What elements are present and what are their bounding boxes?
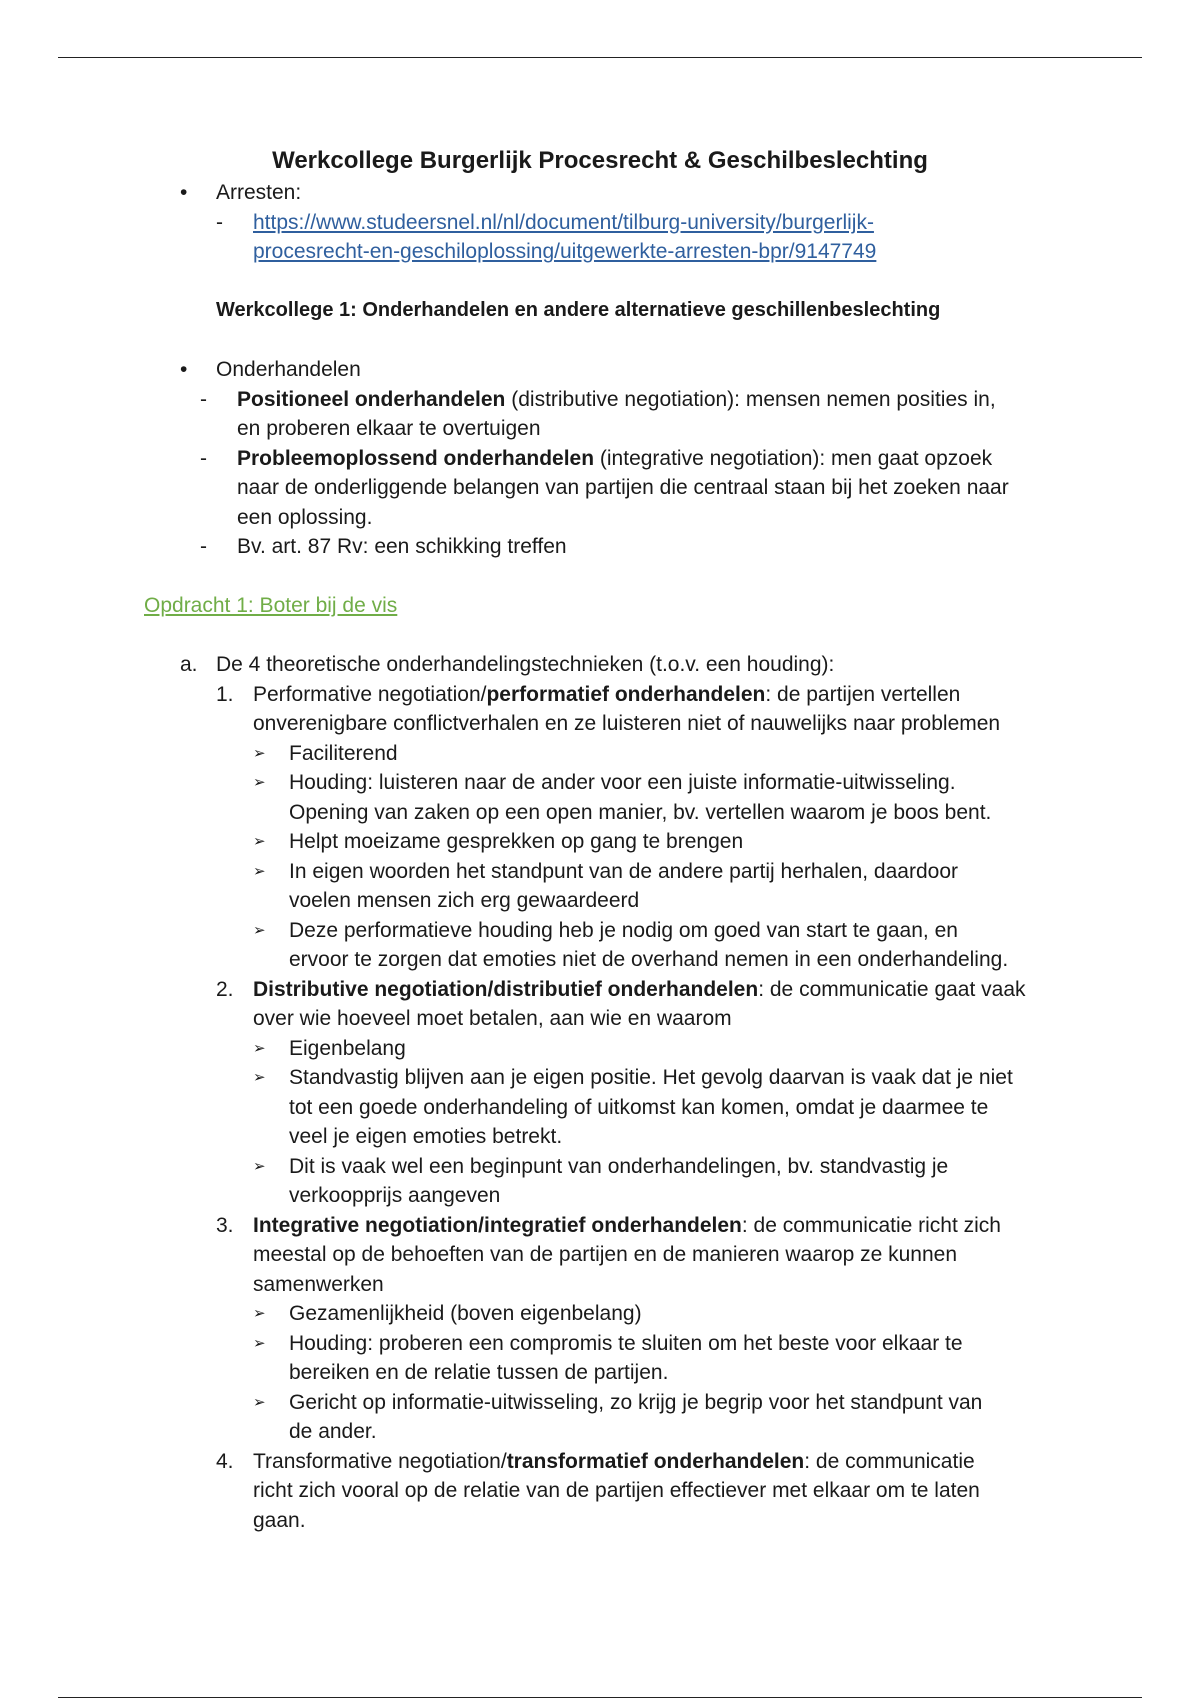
arrow-bullet-icon: ➢ [253,1393,266,1411]
bullet-item [0,827,1200,857]
text: Houding: luisteren naar de ander voor een juiste informatie-uitwisseling. [289,771,956,794]
question-a [0,650,1200,680]
arrow-bullet-icon: ➢ [253,1039,266,1057]
term: Probleemoplossend onderhandelen [237,446,595,470]
question-text: De 4 theoretische onderhandelingstechnieken (t.o.v. een houding): [216,653,835,676]
text: Eigenbelang [289,1036,406,1060]
dash-glyph: - [200,535,207,558]
arrow-bullet-icon: ➢ [253,1305,266,1322]
text: bereiken en de relatie tussen de partijen. [289,1361,669,1384]
term: Integrative negotiation/integratief onderhandelen [253,1213,742,1237]
arrow-bullet-icon: ➢ [253,744,266,762]
header-rule [58,57,1142,58]
werkcollege-1-heading: Werkcollege 1: Onderhandelen en andere alternatieve geschillenbeslechting [216,298,941,321]
text: richt zich vooral op de relatie van de partijen effectiever met elkaar om te laten [253,1479,980,1502]
arrow-bullet-icon: ➢ [253,1157,266,1175]
technique-item [0,680,1200,739]
text: (distributive negotiation): mensen nemen posities in, [505,387,996,411]
text: onverenigbare conflictverhalen en ze luisteren niet of nauwelijks naar problemen [253,712,1001,735]
bullet-item [0,1152,1200,1211]
bullet-item [0,1329,1200,1388]
bullet-item [0,1388,1200,1447]
arresten-link-line-2[interactable]: procesrecht-en-geschiloplossing/uitgewerkte-arresten-bpr/9147749 [253,240,877,263]
text: en proberen elkaar te overtuigen [237,417,541,440]
text: : de communicatie gaat vaak [758,977,1026,1001]
dash-glyph: - [200,387,207,411]
onderhandelen-subitem [0,444,1200,533]
term: performatief onderhandelen [486,682,766,706]
bullet-glyph: • [180,181,188,204]
footer-rule [58,1697,1142,1698]
list-number: 4. [216,1449,234,1473]
document-page [0,144,1200,1535]
onderhandelen-subitem [0,532,1200,562]
term: transformatief onderhandelen [506,1449,805,1473]
arresten-item [0,178,1200,208]
text: voelen mensen zich erg gewaardeerd [289,889,640,912]
text: Gezamenlijkheid (boven eigenbelang) [289,1302,642,1325]
text: over wie hoeveel moet betalen, aan wie en waarom [253,1007,732,1030]
text: Dit is vaak wel een beginpunt van onderhandelingen, bv. standvastig je [289,1154,949,1178]
text: Houding: proberen een compromis te sluiten om het beste voor elkaar te [289,1331,963,1355]
dash-glyph: - [200,446,207,470]
text: een oplossing. [237,505,373,529]
text: naar de onderliggende belangen van partijen die centraal staan bij het zoeken naar [237,476,1009,499]
onderhandelen-label: Onderhandelen [216,358,361,381]
text: gaan. [253,1508,306,1532]
text: ervoor te zorgen dat emoties niet de overhand nemen in een onderhandeling. [289,948,1009,971]
arresten-link[interactable] [0,208,1200,267]
arrow-bullet-icon: ➢ [253,1069,266,1086]
text: (integrative negotiation): men gaat opzoek [594,446,993,470]
arrow-bullet-icon: ➢ [253,833,266,850]
list-number: 2. [216,977,234,1001]
text: In eigen woorden het standpunt van de andere partij herhalen, daardoor [289,859,958,883]
text: Helpt moeizame gesprekken op gang te brengen [289,830,744,853]
text: Bv. art. 87 Rv: een schikking treffen [237,535,567,558]
term: Distributive negotiation/distributief onderhandelen [253,977,759,1001]
text: Opening van zaken op een open manier, bv. vertellen waarom je boos bent. [289,800,992,824]
text: meestal op de behoeften van de partijen en de manieren waarop ze kunnen [253,1243,957,1266]
text: : de communicatie [804,1449,975,1473]
bullet-item [0,857,1200,916]
arrow-bullet-icon: ➢ [253,1334,266,1352]
text: tot een goede onderhandeling of uitkomst kan komen, omdat je daarmee te [289,1095,989,1119]
text: samenwerken [253,1272,384,1296]
technique-item [0,1447,1200,1536]
term: Positioneel onderhandelen [237,387,506,411]
page-title: Werkcollege Burgerlijk Procesrecht & Geschilbeslechting [272,147,928,174]
bullet-item [0,1299,1200,1329]
dash-glyph: - [216,210,223,234]
text: veel je eigen emoties betrekt. [289,1125,563,1148]
bullet-item [0,768,1200,827]
bullet-glyph: • [180,358,188,381]
text: Performative negotiation/ [253,682,487,706]
text: Gericht op informatie-uitwisseling, zo krijg je begrip voor het standpunt van [289,1390,983,1414]
arrow-bullet-icon: ➢ [253,862,266,880]
text: Transformative negotiation/ [253,1449,507,1473]
bullet-item [0,739,1200,769]
list-number: 3. [216,1213,234,1237]
bullet-item [0,1063,1200,1152]
arresten-label: Arresten: [216,181,302,204]
bullet-item [0,1034,1200,1064]
technique-item [0,975,1200,1034]
list-number: 1. [216,682,234,706]
opdracht-1-heading[interactable]: Opdracht 1: Boter bij de vis [144,593,398,617]
text: : de communicatie richt zich [741,1213,1001,1237]
text: : de partijen vertellen [765,682,961,706]
technique-item [0,1211,1200,1300]
arrow-bullet-icon: ➢ [253,921,266,939]
onderhandelen-subitem [0,385,1200,444]
text: Standvastig blijven aan je eigen positie. Het gevolg daarvan is vaak dat je niet [289,1066,1013,1089]
arrow-bullet-icon: ➢ [253,774,266,791]
text: Deze performatieve houding heb je nodig om goed van start te gaan, en [289,918,958,942]
text: de ander. [289,1420,377,1443]
text: Faciliterend [289,741,398,765]
arresten-link-line-1[interactable]: https://www.studeersnel.nl/nl/document/tilburg-university/burgerlijk- [253,210,874,234]
bullet-item [0,916,1200,975]
list-marker: a. [180,653,198,676]
text: verkoopprijs aangeven [289,1184,501,1207]
onderhandelen-item [0,355,1200,385]
